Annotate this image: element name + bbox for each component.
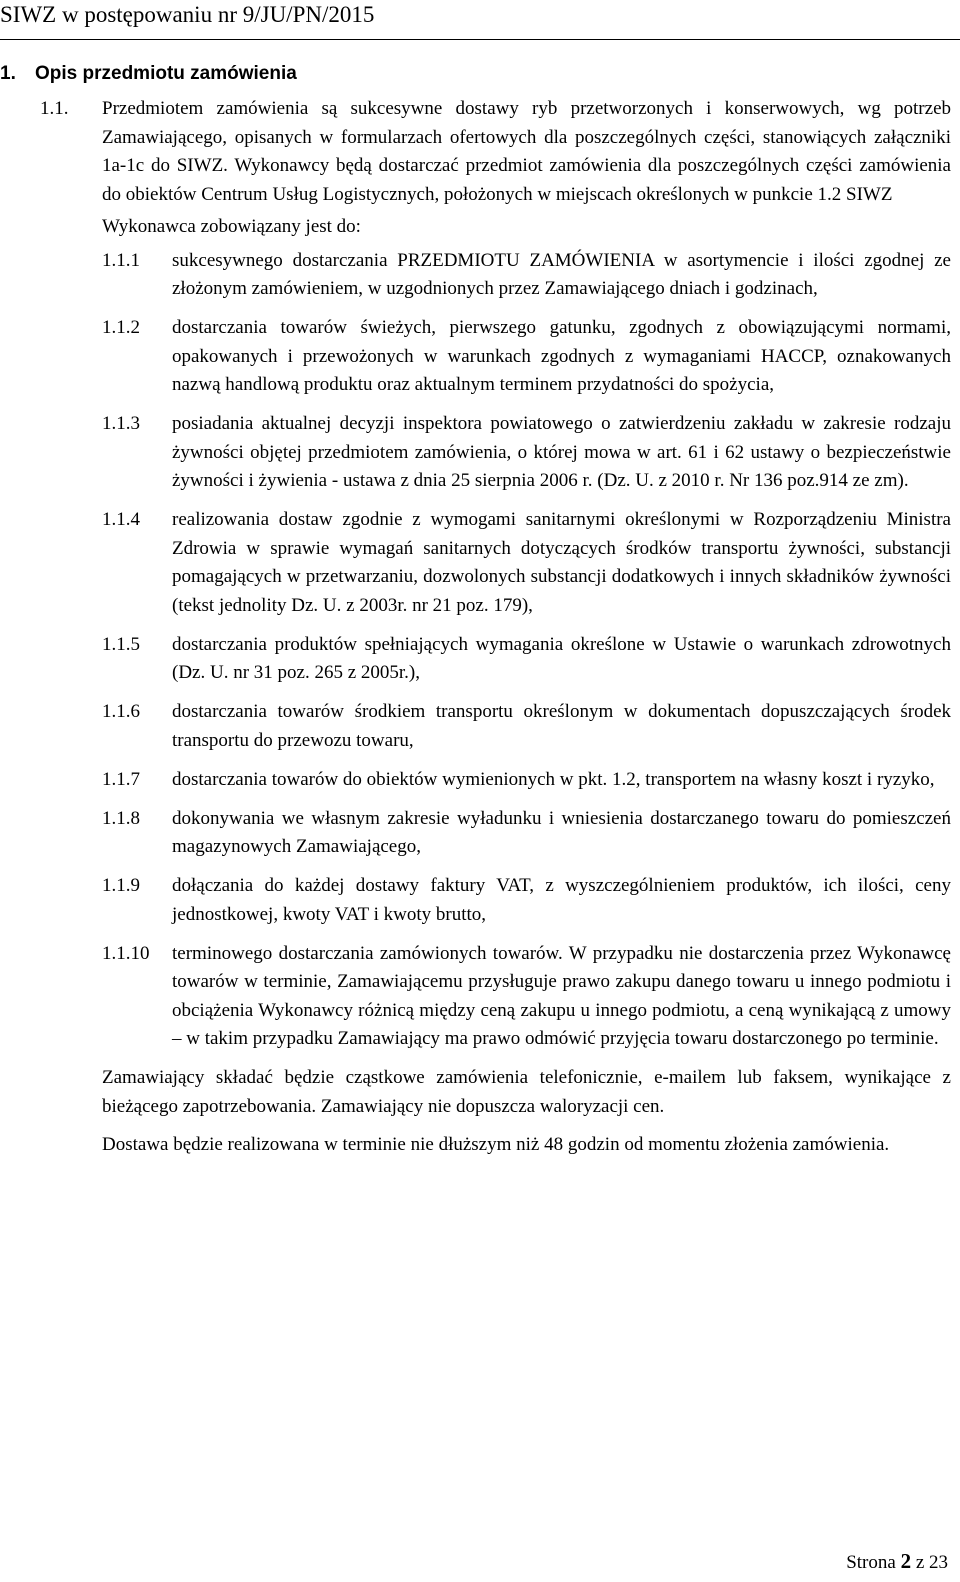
intro-number: 1.1. [40, 98, 69, 119]
closing-paragraphs [102, 1064, 951, 1160]
section-heading [0, 62, 297, 86]
closing-paragraph: Zamawiający składać będzie cząstkowe zamówienia telefonicznie, e-mailem lub faksem, wynikające z bieżącego zapotrzebowania. Zamawiający nie dopuszcza waloryzacji cen. [102, 1067, 951, 1117]
list-item [102, 940, 951, 1054]
list-item [102, 698, 951, 755]
list-item [102, 766, 951, 795]
intro-text: Przedmiotem zamówienia są sukcesywne dostawy ryb przetworzonych i konserwowych, wg potrzeb Zamawiającego, opisanych w formularzach ofertowych dla poszczególnych części, stanowiących załączniki 1a-1c do SIWZ. Wykonawcy będą dostarczać przedmiot zamówienia dla poszczególnych części zamówienia do obiektów Centrum Usług Logistycznych, położonych w miejscach określonych w punkcie 1.2 SIWZ [102, 98, 951, 205]
list-item-text: dokonywania we własnym zakresie wyładunku i wniesienia dostarczanego towaru do pomieszczeń magazynowych Zamawiającego, [172, 807, 951, 857]
section-body [40, 95, 951, 1170]
list-item-number: 1.1.1 [102, 249, 140, 271]
list-item [102, 506, 951, 620]
list-item-text: dostarczania towarów do obiektów wymienionych w pkt. 1.2, transportem na własny koszt i ryzyko, [172, 768, 935, 790]
list-item-text: terminowego dostarczania zamówionych towarów. W przypadku nie dostarczenia przez Wykonawcę towarów w terminie, Zamawiającemu przysługuje prawo zakupu danego towaru u innego podmiotu i obciążenia Wykonawcy różnicą między ceną zakupu u innego podmiotu, a ceną wynikającą z umowy – w takim przypadku Zamawiający ma prawo odmówić przyjęcia towaru dostarczonego po terminie. [172, 942, 951, 1049]
section-number: 1. [0, 63, 16, 84]
list-item-text: dostarczania towarów świeżych, pierwszego gatunku, zgodnych z obowiązującymi normami, opakowanych i przewożonych w warunkach zgodnych z wymaganiami HACCP, oznakowanych nazwą handlową produktu oraz aktualnym terminem przydatności do spożycia, [172, 317, 951, 395]
list-item-number: 1.1.7 [102, 768, 140, 790]
list-item [102, 410, 951, 496]
list-item-number: 1.1.4 [102, 509, 140, 530]
current-page-number: 2 [900, 1549, 912, 1573]
intro-paragraph [40, 95, 951, 209]
list-item-number: 1.1.6 [102, 701, 140, 722]
footer-separator: z [915, 1552, 925, 1573]
list-item-text: dołączania do każdej dostawy faktury VAT, z wyszczególnieniem produktów, ich ilości, ceny jednostkowej, kwoty VAT i kwoty brutto, [172, 875, 951, 925]
list-item [102, 314, 951, 400]
list-item-text: dostarczania produktów spełniających wymagania określone w Ustawie o warunkach zdrowotnych (Dz. U. nr 31 poz. 265 z 2005r.), [172, 633, 951, 683]
list-item-number: 1.1.3 [102, 413, 140, 434]
list-item [102, 872, 951, 929]
header-divider [0, 39, 960, 40]
list-item [102, 805, 951, 862]
section-title: Opis przedmiotu zamówienia [35, 63, 297, 84]
list-item-number: 1.1.8 [102, 807, 140, 829]
list-item-text: posiadania aktualnej decyzji inspektora powiatowego o zatwierdzeniu zakładu w zakresie rodzaju żywności objętej przedmiotem zamówienia, o której mowa w art. 61 i 62 ustawy o bezpieczeństwie żywności i żywienia - ustawa z dnia 25 sierpnia 2006 r. (Dz. U. z 2010 r. Nr 136 poz.914 ze zm). [172, 413, 951, 491]
list-item [102, 247, 951, 304]
page-header: SIWZ w postępowaniu nr 9/JU/PN/2015 [0, 2, 375, 27]
obligations-list [102, 247, 951, 1054]
list-item-number: 1.1.5 [102, 633, 140, 655]
closing-paragraph: Dostawa będzie realizowana w terminie nie dłuższym niż 48 godzin od momentu złożenia zamówienia. [102, 1134, 890, 1155]
footer-prefix: Strona [846, 1552, 896, 1573]
list-item-number: 1.1.9 [102, 875, 140, 896]
list-item-number: 1.1.10 [102, 942, 150, 964]
list-item-number: 1.1.2 [102, 317, 140, 338]
list-item-text: sukcesywnego dostarczania PRZEDMIOTU ZAMÓWIENIA w asortymencie i ilości zgodnej ze złożonym zamówieniem, w uzgodnionych przez Zamawiającego dniach i godzinach, [172, 249, 951, 299]
list-item-text: dostarczania towarów środkiem transportu określonym w dokumentach dopuszczających środek transportu do przewozu towaru, [172, 701, 951, 751]
list-item [102, 631, 951, 688]
page-footer [846, 1548, 948, 1576]
list-item-text: realizowania dostaw zgodnie z wymogami sanitarnymi określonymi w Rozporządzeniu Ministra Zdrowia w sprawie wymagań sanitarnych dotyczących środków transportu żywności, substancji pomagających w przetwarzaniu, dozwolonych substancji dodatkowych i innych składników żywności (tekst jednolity Dz. U. z 2003r. nr 21 poz. 179), [172, 509, 951, 616]
obligations-lead: Wykonawca zobowiązany jest do: [102, 216, 361, 237]
total-pages: 23 [929, 1552, 948, 1573]
